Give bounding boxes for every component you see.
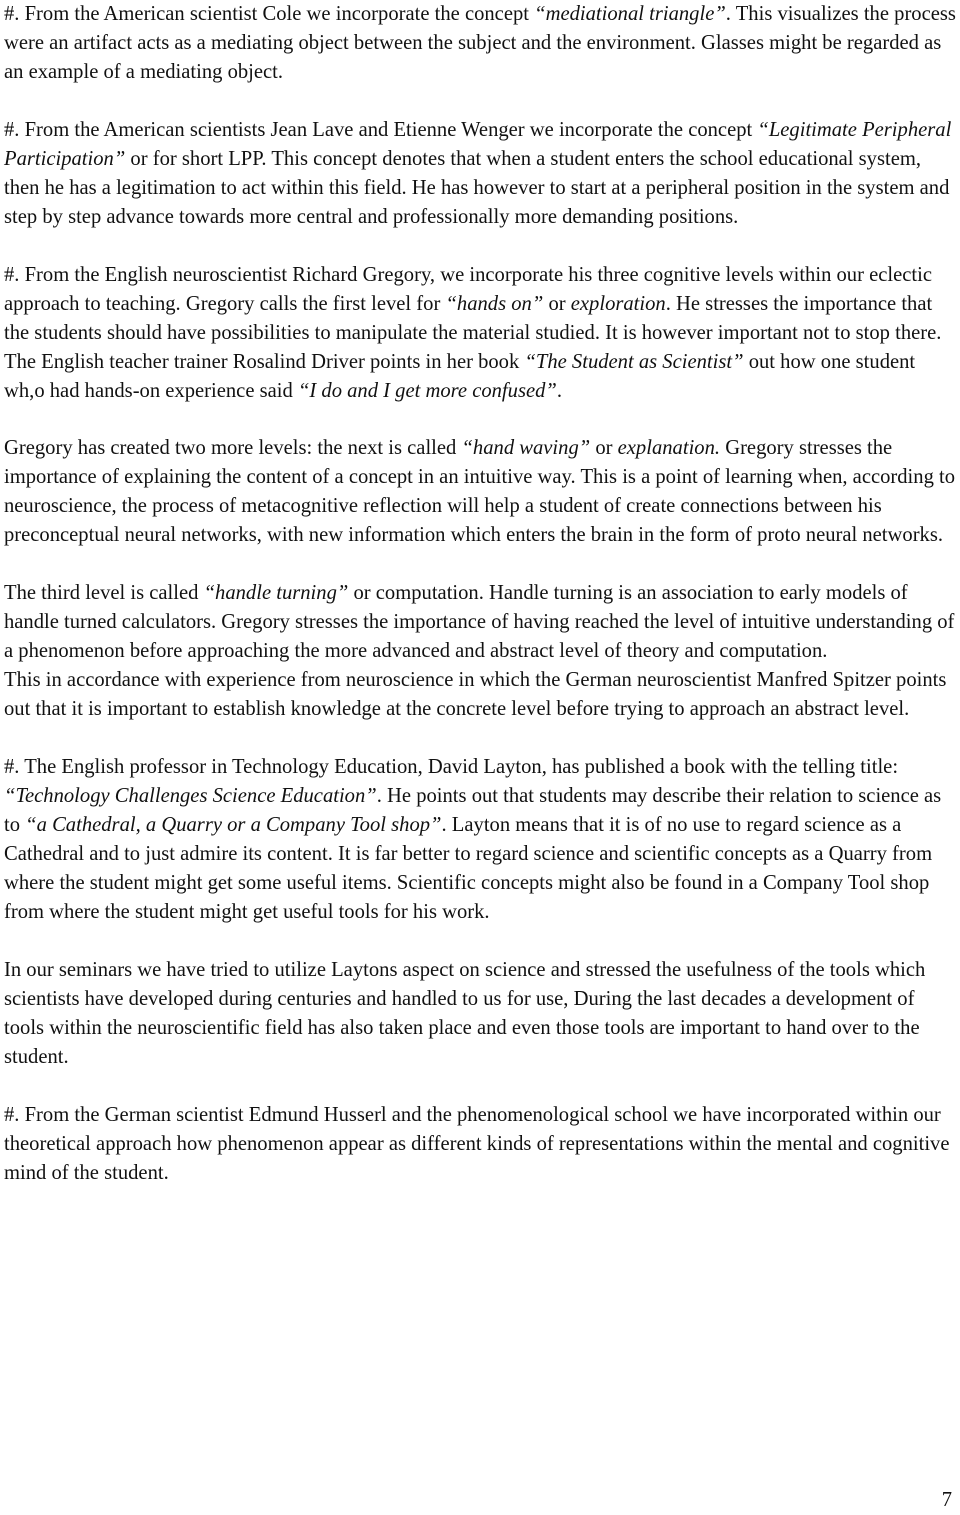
italic-text: “mediational triangle” [534, 3, 726, 25]
italic-text: “Legitimate Peripheral Participation” [4, 118, 952, 170]
body-text-run: or for short LPP. This concept denotes that when a student enters the school educational system, then he has a legitimation to act within this field. He has however to start at a peripheral position in the system and step by step advance towards more central and professionally more demanding positions. [4, 147, 950, 228]
body-text-run: #. From the American scientist Cole we incorporate the concept [4, 3, 535, 25]
paragraph [4, 434, 956, 550]
italic-text: “Technology Challenges Science Education” [4, 784, 377, 807]
italic-text: “handle turning” [203, 582, 349, 605]
paragraph [4, 1101, 956, 1188]
body-text-run: Gregory has created two more levels: the next is called [4, 437, 462, 460]
body-text-run: or [590, 437, 618, 460]
body-text-run: #. From the English neuroscientist Richard Gregory, we incorporate his three cognitive levels within our eclectic approach to teaching. Gregory calls the first level for [4, 263, 932, 315]
italic-text: “hands on” [445, 292, 544, 315]
body-text-run: In our seminars we have tried to utilize Laytons aspect on science and stressed the usefulness of the tools which scientists have developed during centuries and handled to us for use, During the last decades a development of tools within the neuroscientific field has also taken place and even those tools are important to hand over to the student. [4, 958, 926, 1068]
paragraph [4, 753, 956, 927]
body-text-run: . He stresses the importance that the students should have possibilities to manipulate the material studied. It is however important not to stop there. The English teacher trainer Rosalind Driver points in her book [4, 292, 942, 373]
body-text-run: out how one student wh,o had hands-on experience said [4, 350, 916, 402]
paragraph [4, 0, 956, 87]
body-text-run: . [556, 379, 563, 402]
body-text-run: The third level is called [4, 582, 204, 605]
body-text-run: #. The English professor in Technology Education, David Layton, has published a book with the telling title: [4, 755, 899, 778]
body-text-run: Gregory stresses the importance of explaining the content of a concept in an intuitive way. This is a point of learning when, according to neuroscience, the process of metacognitive reflection will help a student of create connections between his preconceptual neural networks, with new information which enters the brain in the form of proto neural networks. [4, 437, 956, 547]
paragraph [4, 666, 956, 724]
paragraph [4, 261, 956, 406]
body-text-run: . Layton means that it is of no use to regard science as a Cathedral and to just admire its content. It is far better to regard science and scientific concepts as a Quarry from where the student might get some useful items. Scientific concepts might also be found in a Company Tool shop from where the student might get useful tools for his work. [4, 813, 933, 923]
italic-text: “hand waving” [461, 437, 591, 460]
italic-text: exploration [570, 292, 666, 315]
italic-text: explanation. [617, 437, 721, 460]
body-text-run: . He points out that students may describe their relation to science as to [4, 784, 942, 836]
body-text-run: #. From the German scientist Edmund Husserl and the phenomenological school we have incorporated within our theoretical approach how phenomenon appear as different kinds of representations within the mental and cognitive mind of the student. [4, 1103, 950, 1184]
body-text-run: or [543, 292, 571, 315]
body-text-run: . This visualizes the process were an artifact acts as a mediating object between the subject and the environment. Glasses might be regarded as an example of a mediating object. [4, 3, 956, 83]
italic-text: “a Cathedral, a Quarry or a Company Tool shop” [25, 813, 442, 836]
body-text-run: This in accordance with experience from neuroscience in which the German neuroscientist Manfred Spitzer points out that it is important to establish knowledge at the concrete level before trying to approach an abstract level. [4, 669, 947, 721]
body-text-run: or computation. Handle turning is an association to early models of handle turned calculators. Gregory stresses the importance of having reached the level of intuitive understanding of a phenomenon before approaching the more advanced and abstract level of theory and computation. [4, 582, 955, 663]
body-text-run: #. From the American scientists Jean Lave and Etienne Wenger we incorporate the concept [4, 118, 758, 141]
body-text [4, 0, 956, 1188]
document-page [4, 0, 956, 1216]
page-number: 7 [941, 1489, 952, 1511]
paragraph [4, 579, 956, 666]
italic-text: “I do and I get more confused” [297, 379, 557, 402]
paragraph [4, 956, 956, 1072]
italic-text: “The Student as Scientist” [524, 350, 744, 373]
paragraph [4, 116, 956, 232]
